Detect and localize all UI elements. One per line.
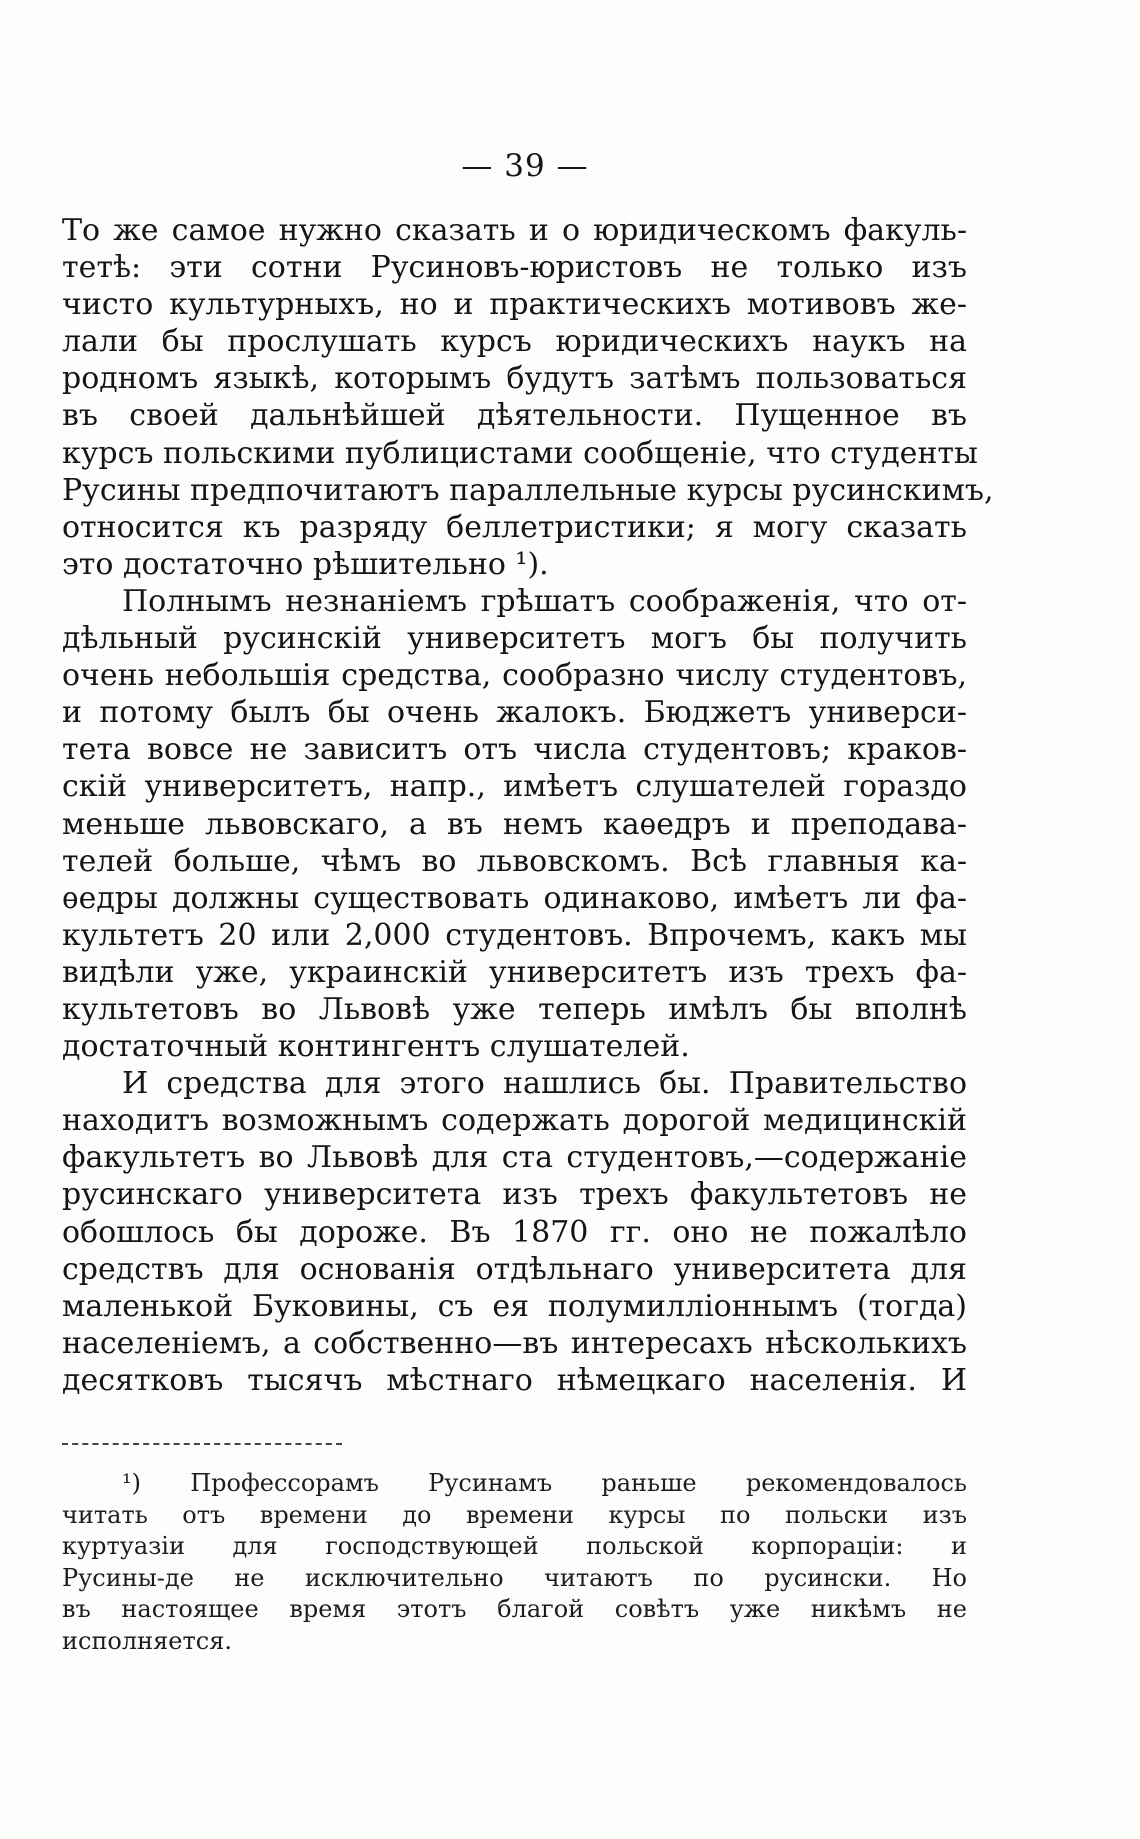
footnote-line: Русины-де не исключительно читаютъ по русински. Но <box>62 1563 967 1592</box>
paragraph-2 <box>62 583 967 1065</box>
footnote-divider <box>62 1443 342 1445</box>
text-line: населеніемъ, а собственно—въ интересахъ нѣсколькихъ <box>62 1325 967 1361</box>
text-line: Русины предпочитаютъ параллельные курсы русинскимъ, <box>62 472 994 508</box>
paragraph-1 <box>62 212 994 583</box>
text-line: въ своей дальнѣйшей дѣятельности. Пущенное въ <box>62 398 967 434</box>
text-line: находитъ возможнымъ содержать дорогой медицинскій <box>62 1103 967 1139</box>
text-line: это достаточно рѣшительно ¹). <box>62 546 549 582</box>
text-line: обошлось бы дороже. Въ 1870 гг. оно не пожалѣло <box>62 1214 967 1250</box>
text-line: Полнымъ незнаніемъ грѣшатъ соображенія, что от- <box>122 583 967 619</box>
text-line: и потому былъ бы очень жалокъ. Бюджетъ универси- <box>62 695 967 731</box>
text-line: лали бы прослушать курсъ юридическихъ наукъ на <box>62 324 967 360</box>
text-line: относится къ разряду беллетристики; я могу сказать <box>62 509 967 545</box>
text-line: тетѣ: эти сотни Русиновъ-юристовъ не только изъ <box>62 250 967 286</box>
paragraph-3 <box>62 1065 967 1399</box>
footnote-line: читать отъ времени до времени курсы по польски изъ <box>62 1500 967 1529</box>
text-line: телей больше, чѣмъ во львовскомъ. Всѣ главныя ка- <box>62 843 967 879</box>
text-line: меньше львовскаго, а въ немъ каѳедръ и преподава- <box>62 806 967 842</box>
footnote-line: въ настоящее время этотъ благой совѣтъ уже никѣмъ не <box>62 1595 967 1624</box>
text-line: родномъ языкѣ, которымъ будутъ затѣмъ пользоваться <box>62 361 967 397</box>
text-line: десятковъ тысячъ мѣстнаго нѣмецкаго населенія. И <box>62 1362 967 1398</box>
text-line: видѣли уже, украинскій университетъ изъ трехъ фа- <box>62 954 967 990</box>
text-line: тета вовсе не зависитъ отъ числа студентовъ; краков- <box>62 732 967 768</box>
text-line: дѣльный русинскій университетъ могъ бы получить <box>62 621 967 657</box>
footnote-line: ¹) Профессорамъ Русинамъ раньше рекомендовалось <box>122 1469 967 1497</box>
text-line: русинскаго университета изъ трехъ факультетовъ не <box>62 1177 967 1213</box>
text-line: ѳедры должны существовать одинаково, имѣетъ ли фа- <box>62 880 967 916</box>
text-line: факультетъ во Львовѣ для ста студентовъ,—содержаніе <box>62 1140 967 1176</box>
text-line: достаточный контингентъ слушателей. <box>62 1029 690 1065</box>
text-line: очень небольшія средства, сообразно числу студентовъ, <box>62 658 967 694</box>
text-line: маленькой Буковины, съ ея полумилліоннымъ (тогда) <box>62 1288 967 1324</box>
text-line: культетовъ во Львовѣ уже теперь имѣлъ бы вполнѣ <box>62 991 967 1027</box>
text-line: То же самое нужно сказать и о юридическомъ факуль- <box>62 213 967 248</box>
text-line: курсъ польскими публицистами сообщеніе, что студенты <box>62 435 978 471</box>
text-line: И средства для этого нашлись бы. Правительство <box>122 1066 967 1102</box>
page-number: — 39 — <box>461 148 589 184</box>
text-line: средствъ для основанія отдѣльнаго университета для <box>62 1251 967 1287</box>
footnote-line: исполняется. <box>62 1626 232 1655</box>
text-line: чисто культурныхъ, но и практическихъ мотивовъ же- <box>62 287 967 323</box>
footnote-line: куртуазіи для господствующей польской корпораціи: и <box>62 1532 967 1561</box>
text-line: скій университетъ, напр., имѣетъ слушателей гораздо <box>62 769 967 805</box>
text-line: культетъ 20 или 2,000 студентовъ. Впрочемъ, какъ мы <box>62 917 967 953</box>
footnote <box>62 1468 967 1658</box>
body-text <box>62 212 994 1399</box>
